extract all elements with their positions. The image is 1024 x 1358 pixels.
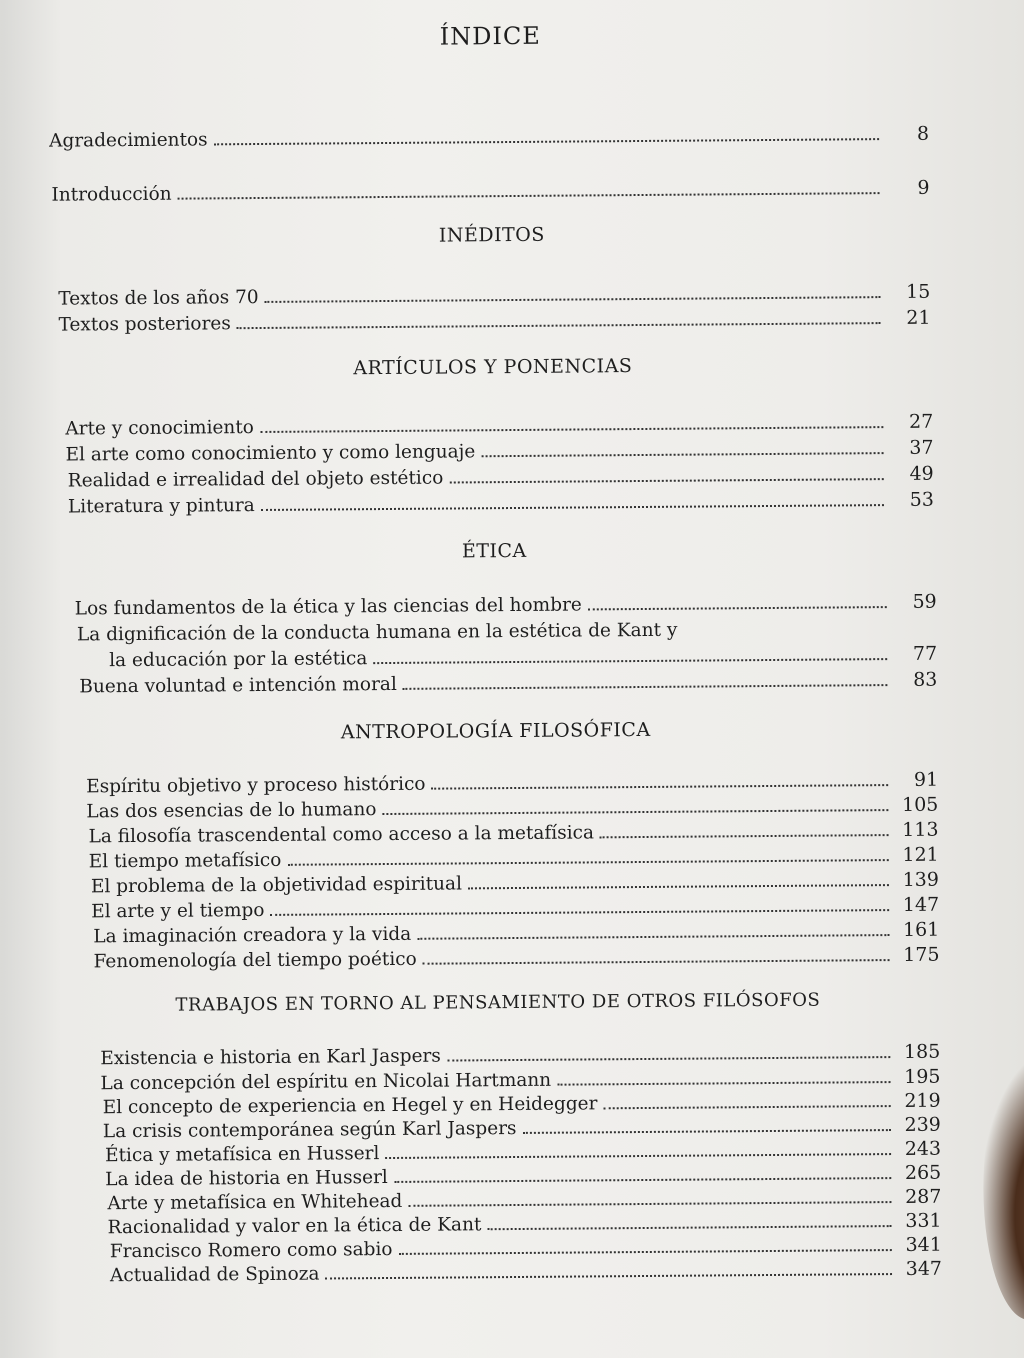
toc-entry-label: Francisco Romero como sabio [109, 1238, 393, 1263]
toc-entry-label: Arte y metafísica en Whitehead [107, 1190, 403, 1215]
leader-dots [271, 908, 890, 916]
section-heading: ANTROPOLOGÍA FILOSÓFICA [340, 718, 651, 744]
section-heading: TRABAJOS EN TORNO AL PENSAMIENTO DE OTROS FILÓSOFOS [175, 989, 821, 1016]
toc-entry-page: 239 [904, 1113, 941, 1136]
toc-entry-label: Realidad e irrealidad del objeto estético [67, 467, 444, 492]
leader-dots [588, 605, 887, 610]
leader-dots [382, 808, 888, 815]
toc-entry-page: 83 [913, 668, 938, 691]
toc-entry-label: Actualidad de Spinoza [109, 1263, 320, 1287]
leader-dots [261, 503, 884, 511]
toc-entry-label: La imaginación creadora y la vida [93, 923, 412, 948]
leader-dots [557, 1080, 890, 1086]
thumb-shadow [982, 1060, 1024, 1321]
section-heading: ÉTICA [461, 539, 527, 563]
leader-dots [523, 1128, 891, 1134]
toc-entry-label: El arte como conocimiento y como lenguaje [65, 441, 476, 466]
toc-entry-label: Literatura y pintura [67, 495, 255, 518]
leader-dots [408, 1200, 891, 1207]
toc-entry [58, 305, 930, 336]
page-title: ÍNDICE [439, 21, 541, 51]
toc-entry-page: 49 [909, 462, 934, 485]
toc-entry-label: Racionalidad y valor en la ética de Kant [107, 1214, 482, 1239]
toc-entry-page: 139 [902, 868, 940, 891]
toc-entry-page: 59 [912, 590, 937, 613]
leader-dots [600, 833, 889, 838]
toc-entry-label: Espíritu objetivo y proceso histórico [86, 773, 426, 798]
toc-entry-label: La dignificación de la conducta humana en la estética de Kant y [76, 619, 678, 646]
leader-dots [447, 1055, 890, 1061]
toc-entry-label: Arte y conocimiento [65, 417, 254, 440]
toc-entry-label: Existencia e historia en Karl Jaspers [100, 1045, 441, 1070]
toc-entry-page: 113 [902, 818, 939, 841]
toc-entry-label: Fenomenología del tiempo poético [93, 948, 417, 973]
toc-entry-page: 121 [902, 843, 939, 866]
toc-entry [109, 641, 937, 672]
toc-entry-label: El problema de la objetividad espiritual [90, 873, 463, 898]
leader-dots [417, 933, 889, 940]
toc-entry-page: 161 [902, 918, 940, 941]
toc-entry-page: 27 [909, 410, 934, 433]
leader-dots [403, 683, 888, 690]
toc-entry-label: La concepción del espíritu en Nicolai Hartmann [100, 1069, 552, 1095]
leader-dots [487, 1224, 891, 1230]
toc-entry-label: El arte y el tiempo [91, 899, 265, 923]
toc-entry-page: 347 [905, 1257, 943, 1280]
toc-entry-page: 37 [909, 436, 934, 459]
toc-entry-page: 105 [901, 793, 939, 816]
leader-dots [399, 1248, 892, 1255]
toc-entry-page: 21 [906, 306, 931, 329]
toc-entry-label: Ética y metafísica en Husserl [104, 1143, 380, 1167]
section-heading: INÉDITOS [438, 223, 545, 247]
leader-dots [423, 958, 890, 965]
toc-entry-label: El tiempo metafísico [88, 849, 282, 873]
leader-dots [481, 451, 883, 457]
leader-dots [178, 191, 880, 200]
leader-dots [373, 657, 887, 664]
leader-dots [260, 425, 883, 433]
toc-entry-label: Textos posteriores [58, 313, 231, 336]
toc-entry-label: Agradecimientos [49, 129, 208, 152]
toc-entry-page: 9 [917, 176, 930, 199]
leader-dots [394, 1176, 891, 1183]
leader-dots [449, 477, 883, 483]
leader-dots [603, 1104, 890, 1109]
toc-entry-page: 331 [905, 1209, 942, 1232]
toc-entry-page: 341 [905, 1233, 942, 1256]
section-heading: ARTÍCULOS Y PONENCIAS [353, 355, 633, 380]
toc-entry-page: 195 [904, 1065, 941, 1088]
toc-entry-label: La idea de historia en Husserl [105, 1167, 388, 1191]
toc-entry-label: Introducción [51, 183, 172, 206]
leader-dots [468, 883, 889, 889]
toc-entry-page: 91 [913, 768, 939, 791]
toc-entry-page: 77 [912, 642, 938, 665]
toc-entry-label: La crisis contemporánea según Karl Jaspers [102, 1117, 517, 1143]
leader-dots [265, 295, 881, 303]
toc-entry [51, 175, 929, 206]
toc-entry [79, 667, 937, 698]
toc-entry-page: 185 [903, 1040, 941, 1063]
toc-entry-label: Los fundamentos de la ética y las ciencias del hombre [74, 594, 582, 620]
toc-entry [68, 487, 934, 518]
leader-dots [385, 1152, 891, 1159]
toc-entry-page: 219 [904, 1089, 941, 1112]
toc-entry-page: 175 [903, 943, 940, 966]
toc-entry-page: 243 [904, 1137, 942, 1160]
toc-entry-label: Buena voluntad e intención moral [79, 673, 397, 698]
toc-entry-label: La filosofía trascendental como acceso a la metafísica [88, 822, 595, 848]
toc-entry-label: Las dos esencias de lo humano [86, 799, 377, 823]
toc-entry-label: la educación por la estética [109, 648, 368, 672]
toc-entry-page: 8 [916, 122, 930, 145]
toc-entry-page: 15 [906, 280, 931, 303]
toc-entry-label: Textos de los años 70 [58, 286, 259, 310]
toc-entry-page: 265 [904, 1161, 942, 1184]
toc-entry [110, 1256, 942, 1287]
leader-dots [432, 783, 889, 790]
leader-dots [214, 137, 879, 145]
toc-entry-page: 287 [905, 1185, 942, 1208]
toc-entry-label: El concepto de experiencia en Hegel y en Heidegger [102, 1093, 598, 1119]
toc-entry-page: 147 [902, 893, 940, 916]
leader-dots [325, 1272, 892, 1279]
toc-entry-page: 53 [909, 488, 935, 511]
leader-dots [287, 858, 888, 866]
leader-dots [237, 321, 881, 329]
toc-entry [49, 121, 929, 152]
